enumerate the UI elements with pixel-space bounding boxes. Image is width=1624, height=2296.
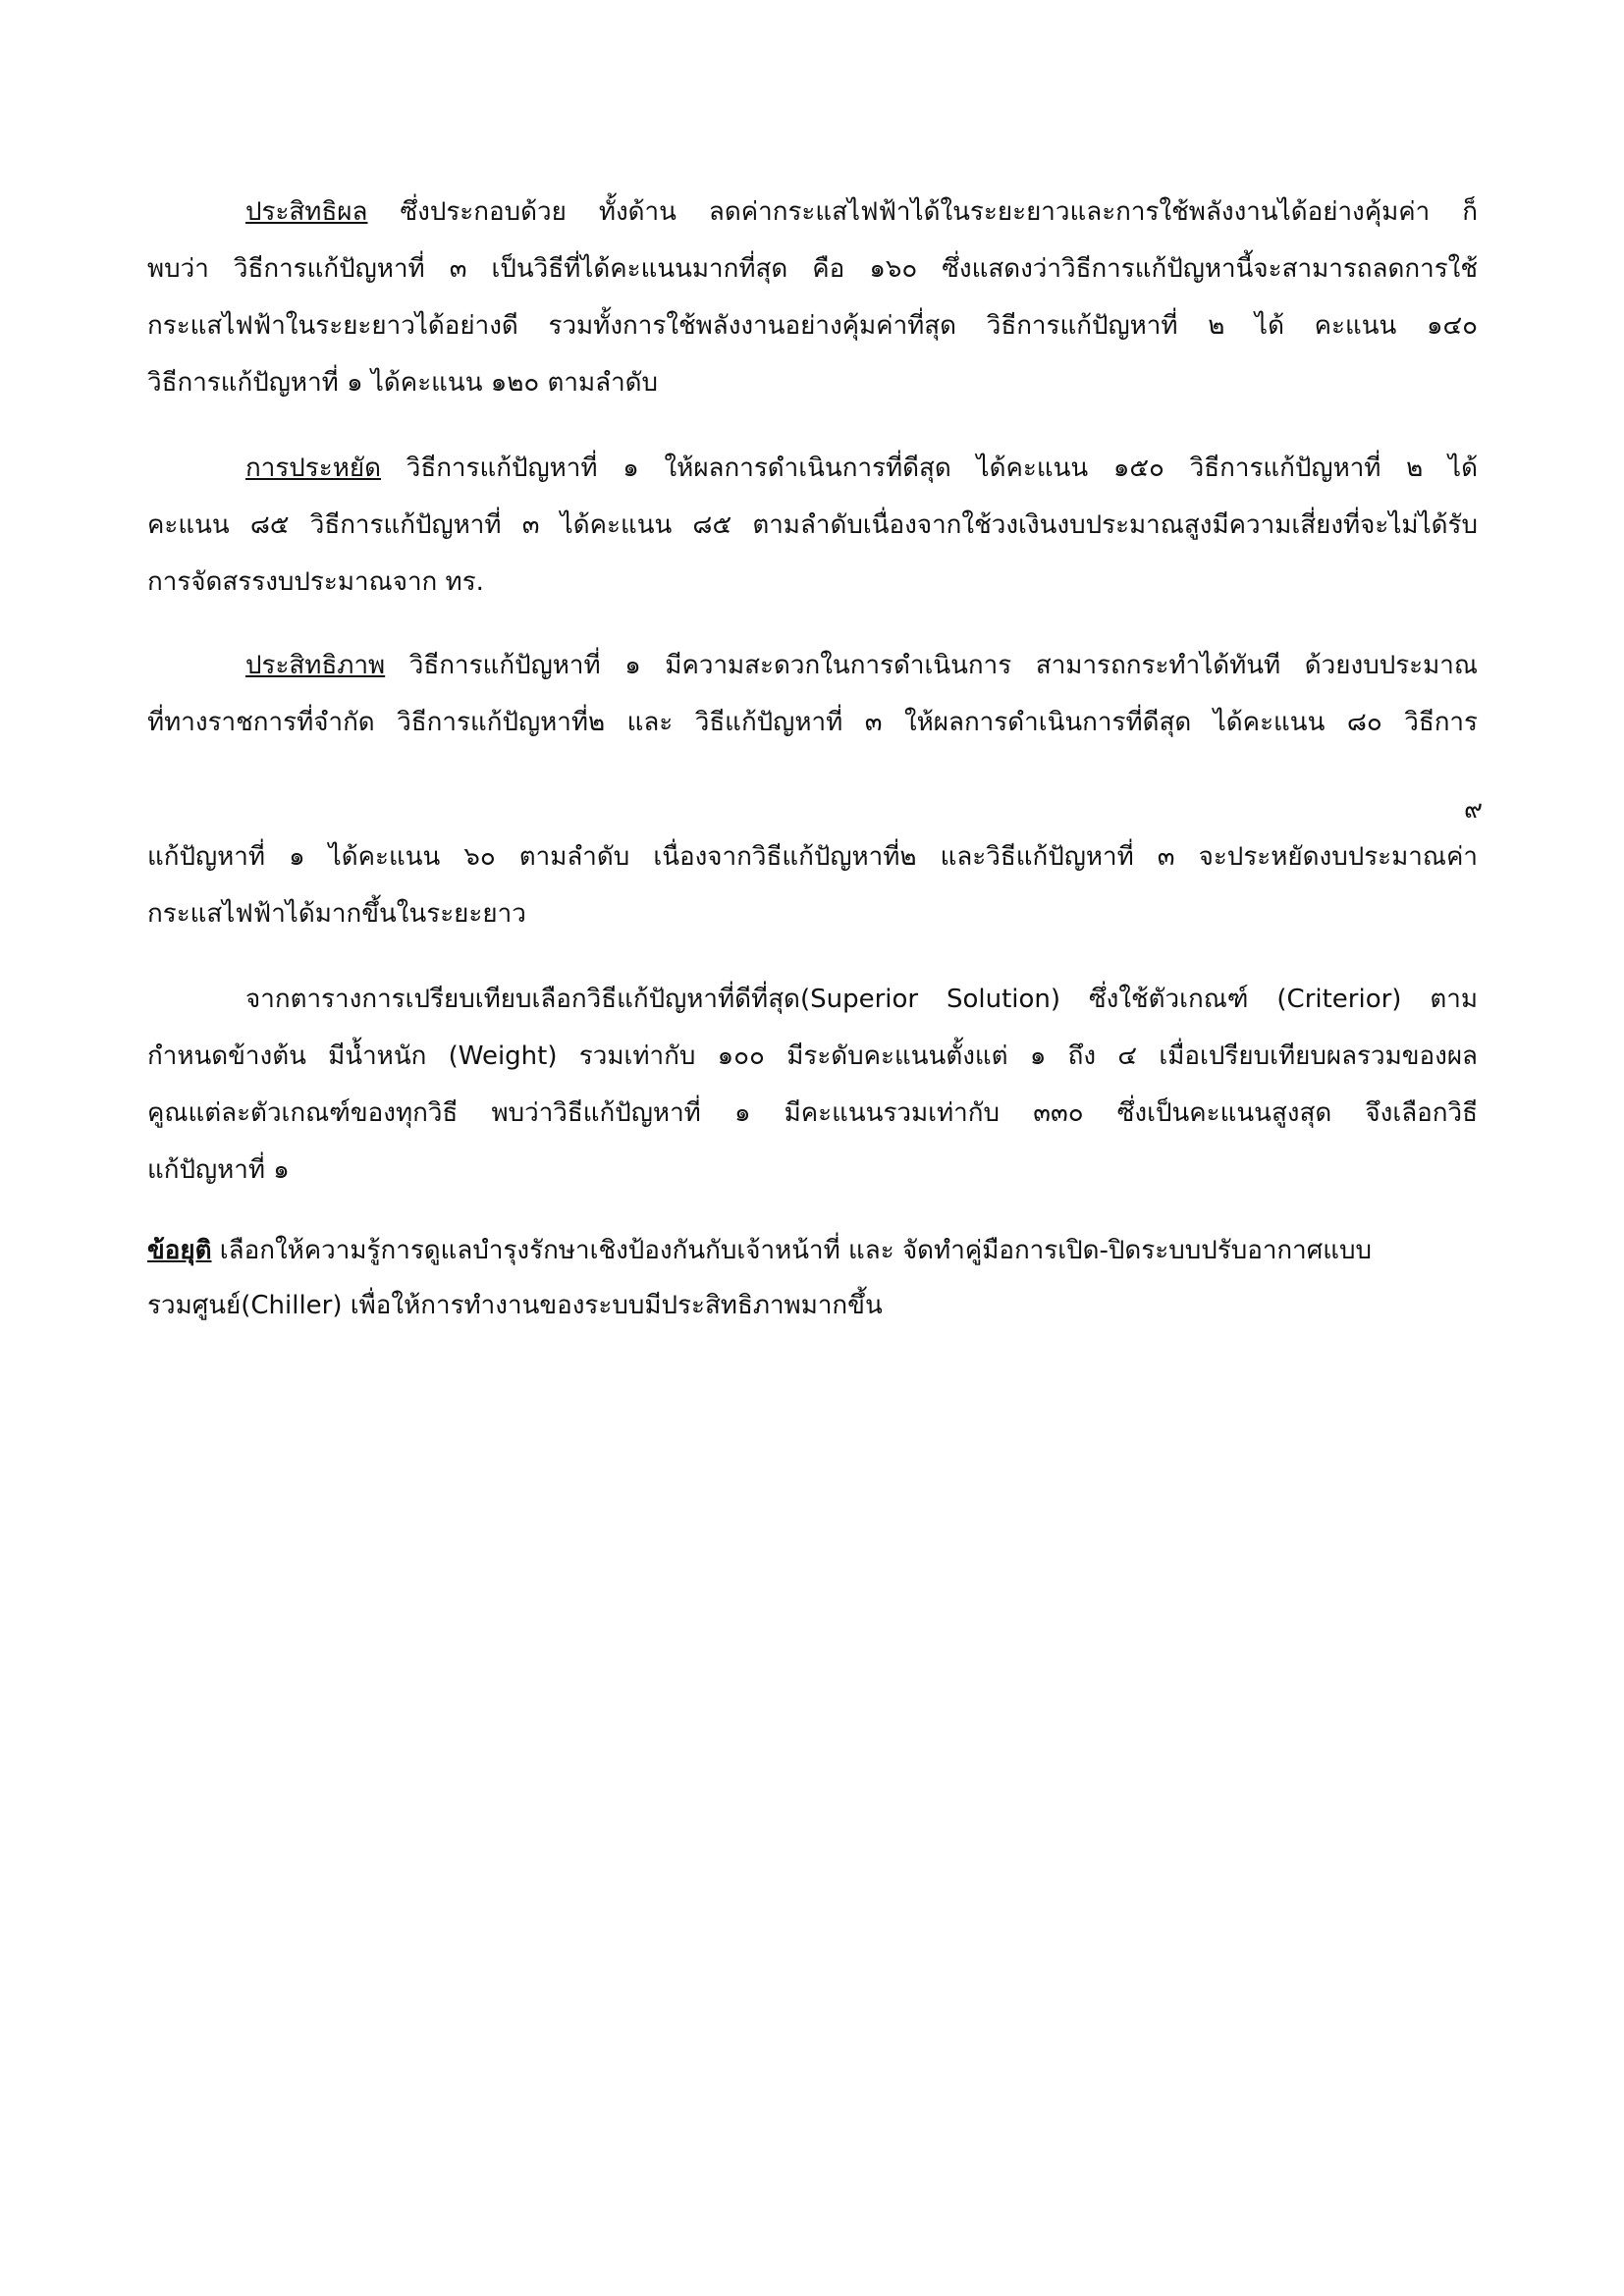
economy-line-2: คะแนน ๘๕ วิธีการแก้ปัญหาที่ ๓ ได้คะแนน ๘๕ ตามลำดับเนื่องจากใช้วงเงินงบประมาณสูงมีความเสี่ยงที่จะไม่ได้รับ — [147, 510, 1478, 540]
economy-line-1 — [245, 449, 1478, 488]
page-number: ๙ — [1463, 795, 1483, 825]
economy-text: วิธีการแก้ปัญหาที่ ๑ ให้ผลการดำเนินการที่ดีสุด ได้คะแนน ๑๕๐ วิธีการแก้ปัญหาที่ ๒ ได้ — [381, 454, 1478, 483]
conclusion-heading: ข้อยุติ — [147, 1236, 212, 1265]
conclusion-text: เลือกให้ความรู้การดูแลบำรุงรักษาเชิงป้องกันกับเจ้าหน้าที่ และ จัดทำคู่มือการเปิด-ปิดระบบปรับอากาศแบบ — [211, 1236, 1373, 1265]
conclusion-line-1 — [147, 1231, 1478, 1270]
comparison-line-2: กำหนดข้างต้น มีน้ำหนัก (Weight) รวมเท่ากับ ๑๐๐ มีระดับคะแนนตั้งแต่ ๑ ถึง ๔ เมื่อเปรียบเทียบผลรวมของผล — [147, 1041, 1478, 1071]
effectiveness-line-1 — [245, 192, 1478, 232]
effectiveness-heading: ประสิทธิผล — [245, 197, 368, 227]
efficiency-line-2: ที่ทางราชการที่จำกัด วิธีการแก้ปัญหาที่๒ และ วิธีแก้ปัญหาที่ ๓ ให้ผลการดำเนินการที่ดีสุด ได้คะแนน ๘๐ วิธีการ — [147, 708, 1478, 737]
economy-heading: การประหยัด — [245, 454, 381, 483]
efficiency-heading: ประสิทธิภาพ — [245, 651, 386, 680]
efficiency-line-4: กระแสไฟฟ้าได้มากขึ้นในระยะยาว — [147, 899, 526, 929]
comparison-line-3: คูณแต่ละตัวเกณฑ์ของทุกวิธี พบว่าวิธีแก้ปัญหาที่ ๑ มีคะแนนรวมเท่ากับ ๓๓๐ ซึ่งเป็นคะแนนสูงสุด จึงเลือกวิธี — [147, 1098, 1478, 1128]
effectiveness-line-2: พบว่า วิธีการแก้ปัญหาที่ ๓ เป็นวิธีที่ได้คะแนนมากที่สุด คือ ๑๖๐ ซึ่งแสดงว่าวิธีการแก้ปัญหานี้จะสามารถลดการใช้ — [147, 254, 1478, 284]
effectiveness-line-4: วิธีการแก้ปัญหาที่ ๑ ได้คะแนน ๑๒๐ ตามลำดับ — [147, 368, 659, 398]
comparison-line-1: จากตารางการเปรียบเทียบเลือกวิธีแก้ปัญหาที่ดีที่สุด(Superior Solution) ซึ่งใช้ตัวเกณฑ์ (Criterior) ตาม — [245, 985, 1478, 1014]
efficiency-text: วิธีการแก้ปัญหาที่ ๑ มีความสะดวกในการดำเนินการ สามารถกระทำได้ทันที ด้วยงบประมาณ — [385, 651, 1478, 680]
efficiency-line-1 — [245, 646, 1478, 685]
efficiency-line-3: แก้ปัญหาที่ ๑ ได้คะแนน ๖๐ ตามลำดับ เนื่องจากวิธีแก้ปัญหาที่๒ และวิธีแก้ปัญหาที่ ๓ จะประหยัดงบประมาณค่า — [147, 842, 1478, 872]
effectiveness-text: ซึ่งประกอบด้วย ทั้งด้าน ลดค่ากระแสไฟฟ้าได้ในระยะยาวและการใช้พลังงานได้อย่างคุ้มค่า ก็ — [367, 197, 1478, 227]
conclusion-line-2: รวมศูนย์(Chiller) เพื่อให้การทำงานของระบบมีประสิทธิภาพมากขึ้น — [147, 1291, 883, 1320]
effectiveness-line-3: กระแสไฟฟ้าในระยะยาวได้อย่างดี รวมทั้งการใช้พลังงานอย่างคุ้มค่าที่สุด วิธีการแก้ปัญหาที่ ๒ ได้ คะแนน ๑๔๐ — [147, 311, 1478, 341]
economy-line-3: การจัดสรรงบประมาณจาก ทร. — [147, 567, 484, 597]
comparison-line-4: แก้ปัญหาที่ ๑ — [147, 1155, 290, 1185]
